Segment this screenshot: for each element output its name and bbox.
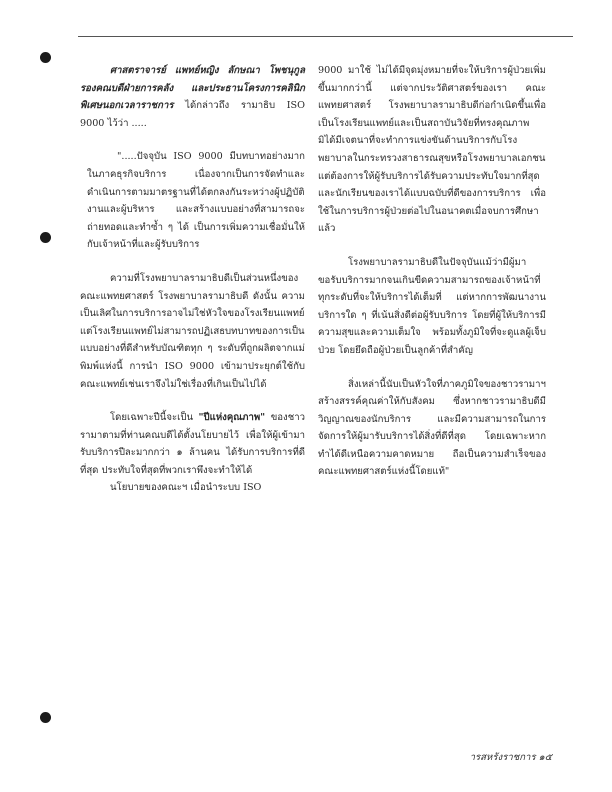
binder-hole-middle: [40, 232, 51, 243]
right-column: [318, 62, 546, 481]
right-paragraph-1: 9000 มาใช้ ไม่ได้มีจุดมุ่งหมายที่จะให้บริการผู้ป่วยเพิ่มขึ้นมากกว่านี้ แต่จากประวัติศาสตร์ของเรา คณะแพทยศาสตร์ โรงพยาบาลรามาธิบดีก่อกำเนิดขึ้นเพื่อเป็นโรงเรียนแพทย์และเป็นสถาบันวิจัยที่ทรงคุณภาพ มิได้มีเจตนาที่จะทำการแข่งขันด้านบริการกับโรงพยาบาลในกระทรวงสาธารณสุขหรือโรงพยาบาลเอกชน แต่ต้องการให้ผู้รับบริการได้รับความประทับใจมากที่สุด และนักเรียนของเราได้แบบฉบับที่ดีของการบริการ เพื่อใช้ในการบริการผู้ป่วยต่อไปในอนาคตเมื่อจบการศึกษาแล้ว: [318, 65, 546, 235]
right-paragraph-2: โรงพยาบาลรามาธิบดีในปัจจุบันแม้ว่ามีผู้มาขอรับบริการมากจนเกินขีดความสามารถของเจ้าหน้าที่ทุกระดับที่จะให้บริการได้เต็มที่ แต่หากการพัฒนางานบริการใด ๆ ที่เน้นสิ่งดีต่อผู้รับบริการ โดยที่ผู้ให้บริการมีความสุขและความเต็มใจ พร้อมทั้งภูมิใจที่จะดูแลผู้เจ็บป่วย โดยยึดถือผู้ป่วยเป็นลูกค้าที่สำคัญ: [318, 256, 546, 356]
para2-rest: ของชาวรามาตามที่ท่านคณบดีได้ตั้งนโยบายไว้ เพื่อให้ผู้เข้ามารับบริการปีละมากกว่า ๑ ล้านคน ได้รับการบริการที่ดีที่สุด ประทับใจที่สุดที่พวกเราพึงจะทำให้ได้: [80, 412, 305, 476]
body-paragraph-2: [80, 409, 305, 479]
right-paragraph-3: สิ่งเหล่านี้นับเป็นหัวใจที่ภาคภูมิใจของชาวรามาฯ สร้างสรรค์คุณค่าให้กับสังคม ซึ่งหากชาวรามาธิบดีมีวิญญาณของนักบริการ และมีความสามารถในการจัดการให้ผู้มารับบริการได้สิ่งที่ดีที่สุด โดยเฉพาะหากทำได้ดีเหนือความคาดหมาย ถือเป็นความสำเร็จของคณะแพทยศาสตร์แห่งนี้โดยแท้": [318, 378, 546, 478]
year-of-quality: "ปีแห่งคุณภาพ": [198, 412, 266, 424]
intro-bold: ศาสตราจารย์ แพทย์หญิง ลักษณา โพชนุกูล รองคณบดีฝ่ายการคลัง และประธานโครงการคลินิกพิเศษนอกเวลาราชการ: [80, 65, 305, 112]
body-paragraph-3: นโยบายของคณะฯ เมื่อนำระบบ ISO: [110, 482, 262, 494]
para2-lead: โดยเฉพาะปีนี้จะเป็น: [110, 412, 194, 424]
body-paragraph-1: ความที่โรงพยาบาลรามาธิบดีเป็นส่วนหนึ่งของคณะแพทยศาสตร์ โรงพยาบาลรามาธิบดี ดังนั้น ความเป็นเลิศในการบริการอาจไม่ใช่หัวใจของโรงเรียนแพทย์ แต่โรงเรียนแพทย์ไม่สามารถปฏิเสธบทบาทของการเป็นแบบอย่างที่ดีสำหรับบัณฑิตทุก ๆ ระดับที่ถูกผลิตจากแม่พิมพ์แห่งนี้ การนำ ISO 9000 เข้ามาประยุกต์ใช้กับคณะแพทย์เช่นเราจึงไม่ใช่เรื่องที่เกินเป็นไปได้: [80, 272, 305, 390]
left-column: [80, 62, 305, 497]
intro-paragraph: [80, 62, 305, 132]
top-rule: [78, 36, 573, 37]
binder-hole-top: [40, 52, 51, 63]
intro-rest: ได้กล่าวถึง รามาธิบ ISO 9000 ไว้ว่า .....: [80, 100, 305, 129]
quote-paragraph: ".....ปัจจุบัน ISO 9000 มีบทบาทอย่างมากในภาคธุรกิจบริการ เนื่องจากเป็นการจัดทำและดำเนินการตามมาตรฐานที่ได้ตกลงกันระหว่างผู้ปฏิบัติงานและผู้บริหาร และสร้างแบบอย่างที่สามารถจะถ่ายทอดและทำซ้ำ ๆ ได้ เป็นการเพิ่มความเชื่อมั่นให้กับเจ้าหน้าที่และผู้รับบริการ: [87, 151, 305, 251]
binder-hole-bottom: [40, 712, 51, 723]
page-footer: ารสหรังราชการ ๑๕: [469, 752, 552, 763]
